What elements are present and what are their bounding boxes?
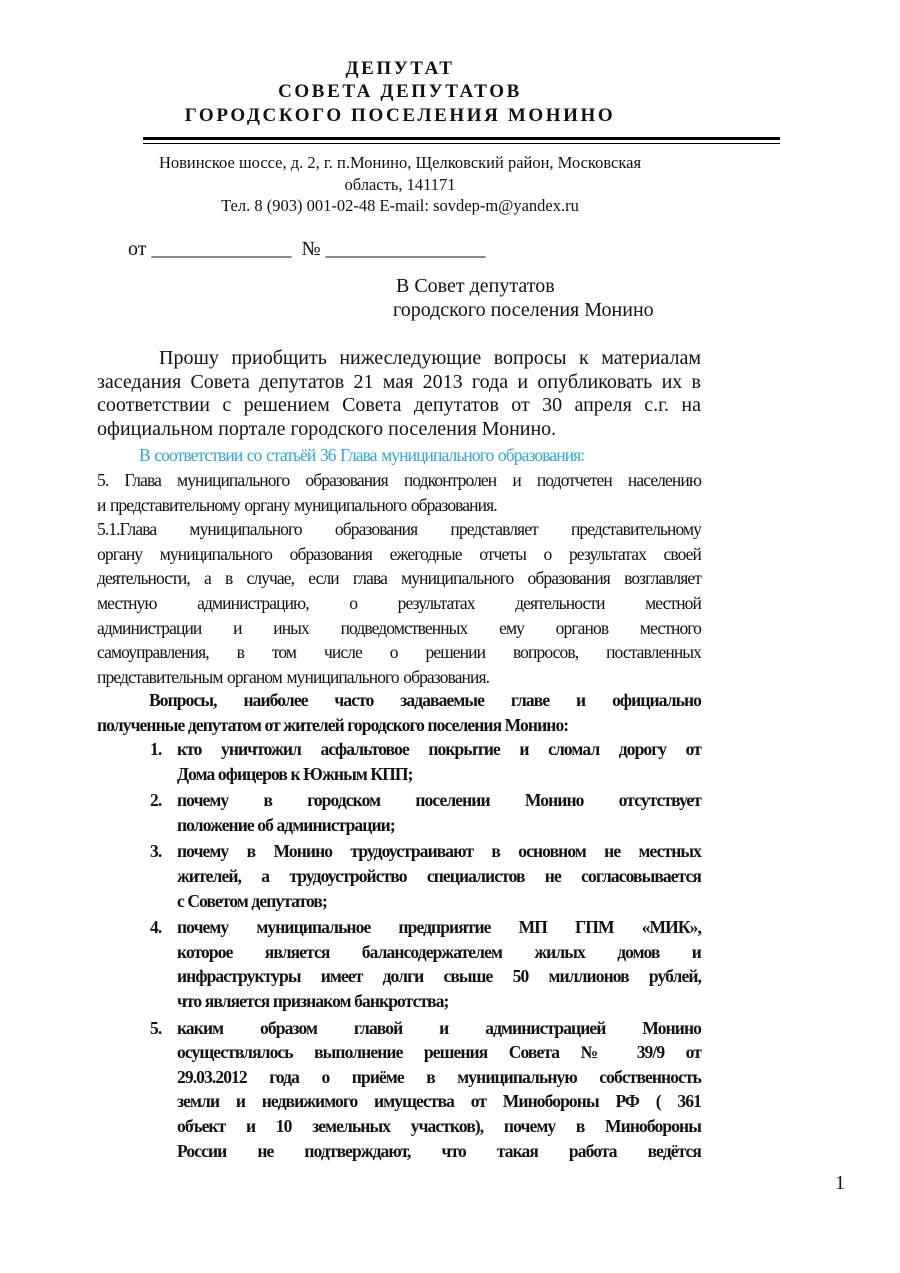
question-line: положение об администрации; [177,814,395,835]
question-number: 5. [150,1017,162,1038]
question-number: 1. [150,739,162,759]
question-item [150,1016,701,1164]
address-line-1: Новинское шоссе, д. 2, г. п.Монино, Щелковский район, Московская [158,153,642,172]
question-line: почему муниципальное предприятие МП ГПМ «МИК», [177,917,701,938]
intro-line: Прошу приобщить нижеследующие вопросы к материалам [159,347,701,369]
question-line: почему в Монино трудоустраивают в основном не местных [177,841,701,862]
intro-line: официальном портале городского поселения Монино. [97,417,557,440]
article-line: деятельности, а в случае, если глава муниципального образования возглавляет [97,568,701,589]
article-line: администрации и иных подведомственных ему органов местного [97,617,701,638]
question-number: 2. [150,790,162,811]
question-line: осуществлялось выполнение решения Совета № 39/9 от [177,1042,701,1063]
page-number: 1 [835,1172,845,1194]
question-line: России не подтверждают, что такая работа ведётся [177,1140,701,1161]
question-line: земли и недвижимого имущества от Минобороны РФ ( 361 [177,1091,701,1112]
question-line: каким образом главой и администрацией Монино [177,1017,701,1038]
article-line: 5. Глава муниципального образования подконтролен и подотчетен населению [97,470,701,490]
header-line-2: СОВЕТА ДЕПУТАТОВ [278,81,522,102]
question-line: которое является балансодержателем жилых домов и [177,941,701,962]
question-line: инфраструктуры имеет долги свыше 50 миллионов рублей, [177,966,701,987]
question-line: почему в городском поселении Монино отсутствует [177,790,701,811]
questions-intro-line: Вопросы, наиболее часто задаваемые главе и официально [149,690,701,710]
question-number: 3. [150,841,162,862]
article-line: и представительному органу муниципального образования. [97,494,497,515]
question-item [150,737,701,786]
intro-line: заседания Совета депутатов 21 мая 2013 года и опубликовать их в [97,370,701,393]
header-line-1: ДЕПУТАТ [345,58,455,79]
reference-line: от ______________ № ________________ [128,238,486,260]
header-rule-thick [143,137,780,140]
question-line: что является признаком банкротства; [177,990,449,1011]
recipient-line-1: В Совет депутатов [396,275,555,297]
questions-intro [97,688,701,737]
header-line-3: ГОРОДСКОГО ПОСЕЛЕНИЯ МОНИНО [184,105,616,126]
header-rule-thin [143,143,780,144]
question-line: объект и 10 земельных участков), почему в Минобороны [177,1115,701,1136]
article-line: 5.1.Глава муниципального образования представляет представительному [97,519,701,540]
questions-intro-line: полученные депутатом от жителей городского поселения Монино: [97,714,569,735]
question-item [150,788,701,837]
intro-paragraph [97,347,701,441]
address-line-2: область, 141171 [344,175,456,194]
article-line: местную администрацию, о результатах деятельности местной [97,592,701,613]
address-line-3: Тел. 8 (903) 001-02-48 E-mail: sovdep-m@yandex.ru [221,196,579,215]
questions-list [150,737,701,1163]
recipient-line-2: городского поселения Монино [393,299,654,321]
article-line: представительным органом муниципального образования. [97,666,490,687]
question-line: с Советом депутатов; [177,890,327,911]
article-line: самоуправления, в том числе о решении вопросов, поставленных [97,642,701,663]
question-item [150,839,701,913]
article-text [97,468,701,689]
article-heading: В соответствии со статьёй 36 Глава муниципального образования: [139,445,585,465]
question-line: 29.03.2012 года о приёме в муниципальную собственность [177,1066,701,1087]
intro-line: соответствии с решением Совета депутатов от 30 апреля с.г. на [97,394,701,416]
question-line: жителей, а трудоустройство специалистов не согласовывается [177,865,701,886]
question-item [150,915,701,1013]
question-line: Дома офицеров к Южным КПП; [177,763,413,784]
question-line: кто уничтожил асфальтовое покрытие и сломал дорогу от [177,739,701,759]
question-number: 4. [150,917,162,938]
article-line: органу муниципального образования ежегодные отчеты о результатах своей [97,543,701,564]
